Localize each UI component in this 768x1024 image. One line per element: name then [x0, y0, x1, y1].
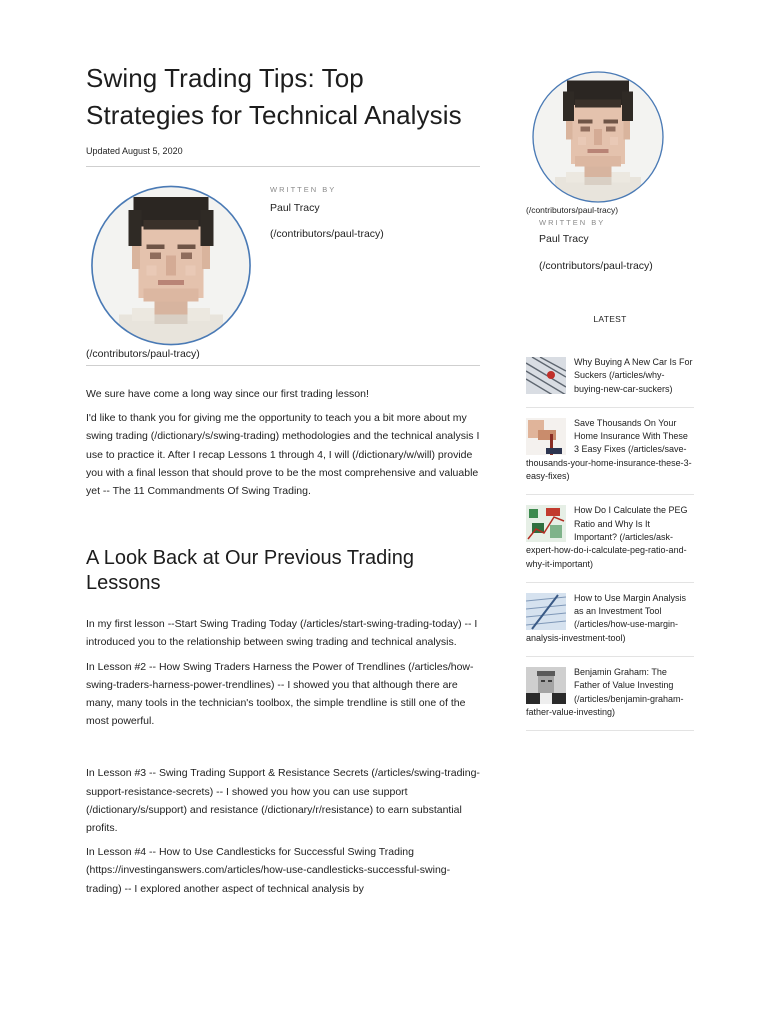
article-title: Swing Trading Tips: Top Strategies for Technical Analysis — [86, 63, 462, 130]
latest-articles-list — [526, 356, 694, 740]
intro-paragraph: We sure have come a long way since our first trading lesson! — [86, 388, 369, 400]
latest-article-text[interactable]: How to Use Margin Analysis as an Investment Tool (/articles/how-use-margin-analysis-investment-tool) — [526, 592, 687, 643]
author-photo-link[interactable]: (/contributors/paul-tracy) — [86, 348, 200, 360]
latest-article-text[interactable]: How Do I Calculate the PEG Ratio and Why Is It Important? (/articles/ask-expert-how-do-i-calculate-peg-ratio-and-why-it-important) — [526, 505, 688, 569]
latest-article-text[interactable]: Benjamin Graham: The Father of Value Investing (/articles/benjamin-graham-father-value-investing) — [526, 667, 684, 717]
sidebar-author-avatar[interactable] — [528, 70, 668, 204]
latest-article-link[interactable] — [526, 666, 694, 731]
handshake-thumbnail-icon — [526, 418, 566, 455]
author-avatar[interactable] — [86, 184, 256, 347]
divider — [86, 365, 480, 366]
author-name[interactable]: Paul Tracy — [270, 202, 320, 214]
author-block — [86, 167, 480, 365]
latest-article-link[interactable] — [526, 356, 694, 408]
author-profile-link[interactable]: (/contributors/paul-tracy) — [270, 228, 384, 240]
article-main — [86, 60, 480, 904]
paragraph: I'd like to thank you for giving me the opportunity to teach you a bit more about my swing trading (/dictionary/s/swing-trading) methodologies and the technical analysis I use to practice it. After I recap Lessons 1 through 4, I will (/dictionary/w/will) provide you with a final lesson that should prove to be the most comprehensive and valuable yet -- The 11 Commandments Of Swing Trading. — [86, 412, 480, 498]
article-body — [86, 385, 480, 898]
latest-article-text[interactable]: Why Buying A New Car Is For Suckers (/articles/why-buying-new-car-suckers) — [574, 357, 693, 394]
lesson-3-paragraph: In Lesson #3 -- Swing Trading Support & Resistance Secrets (/articles/swing-trading-support-resistance-secrets) -- I showed you how you can use support (/dictionary/s/support) and resistance (/dictionary/r/resistance) to earn substantial profits. — [86, 767, 480, 835]
latest-article-text[interactable]: Save Thousands On Your Home Insurance With These 3 Easy Fixes (/articles/save-thousands-your-home-insurance-these-3-easy-fixes) — [526, 417, 692, 482]
portrait-thumbnail-icon — [526, 667, 566, 704]
sidebar-author-photo-link[interactable]: (/contributors/paul-tracy) — [526, 205, 619, 215]
author-meta — [270, 185, 384, 240]
written-by-label: WRITTEN BY — [270, 185, 337, 194]
lesson-1-paragraph: In my first lesson --Start Swing Trading Today (/articles/start-swing-trading-today) -- I introduced you to the relationship between swing trading and technical analysis. — [86, 618, 478, 649]
latest-article-link[interactable] — [526, 504, 694, 582]
latest-article-link[interactable] — [526, 417, 694, 495]
sidebar-author-meta — [539, 218, 653, 272]
sidebar-author-profile-link[interactable]: (/contributors/paul-tracy) — [539, 260, 653, 272]
sidebar-written-by-label: WRITTEN BY — [539, 218, 606, 227]
lesson-4-paragraph: In Lesson #4 -- How to Use Candlesticks for Successful Swing Trading (https://investinganswers.com/articles/how-use-candlesticks-successful-swing-trading) -- I explored another aspect of technical analysis by — [86, 846, 451, 895]
latest-heading: LATEST — [593, 314, 627, 324]
latest-article-link[interactable] — [526, 592, 694, 657]
lesson-2-paragraph: In Lesson #2 -- How Swing Traders Harness the Power of Trendlines (/articles/how-swing-traders-harness-power-trendlines) -- I showed you that although there are many, many tools in the technician's toolbox, the simple trendline is still one of the most powerful. — [86, 660, 474, 728]
stock-chart-thumbnail-icon — [526, 505, 566, 542]
updated-date: Updated August 5, 2020 — [86, 146, 183, 156]
financial-report-thumbnail-icon — [526, 593, 566, 630]
car-keys-thumbnail-icon — [526, 357, 566, 394]
sidebar-author-name[interactable]: Paul Tracy — [539, 233, 589, 245]
section-heading: A Look Back at Our Previous Trading Lessons — [86, 547, 414, 595]
